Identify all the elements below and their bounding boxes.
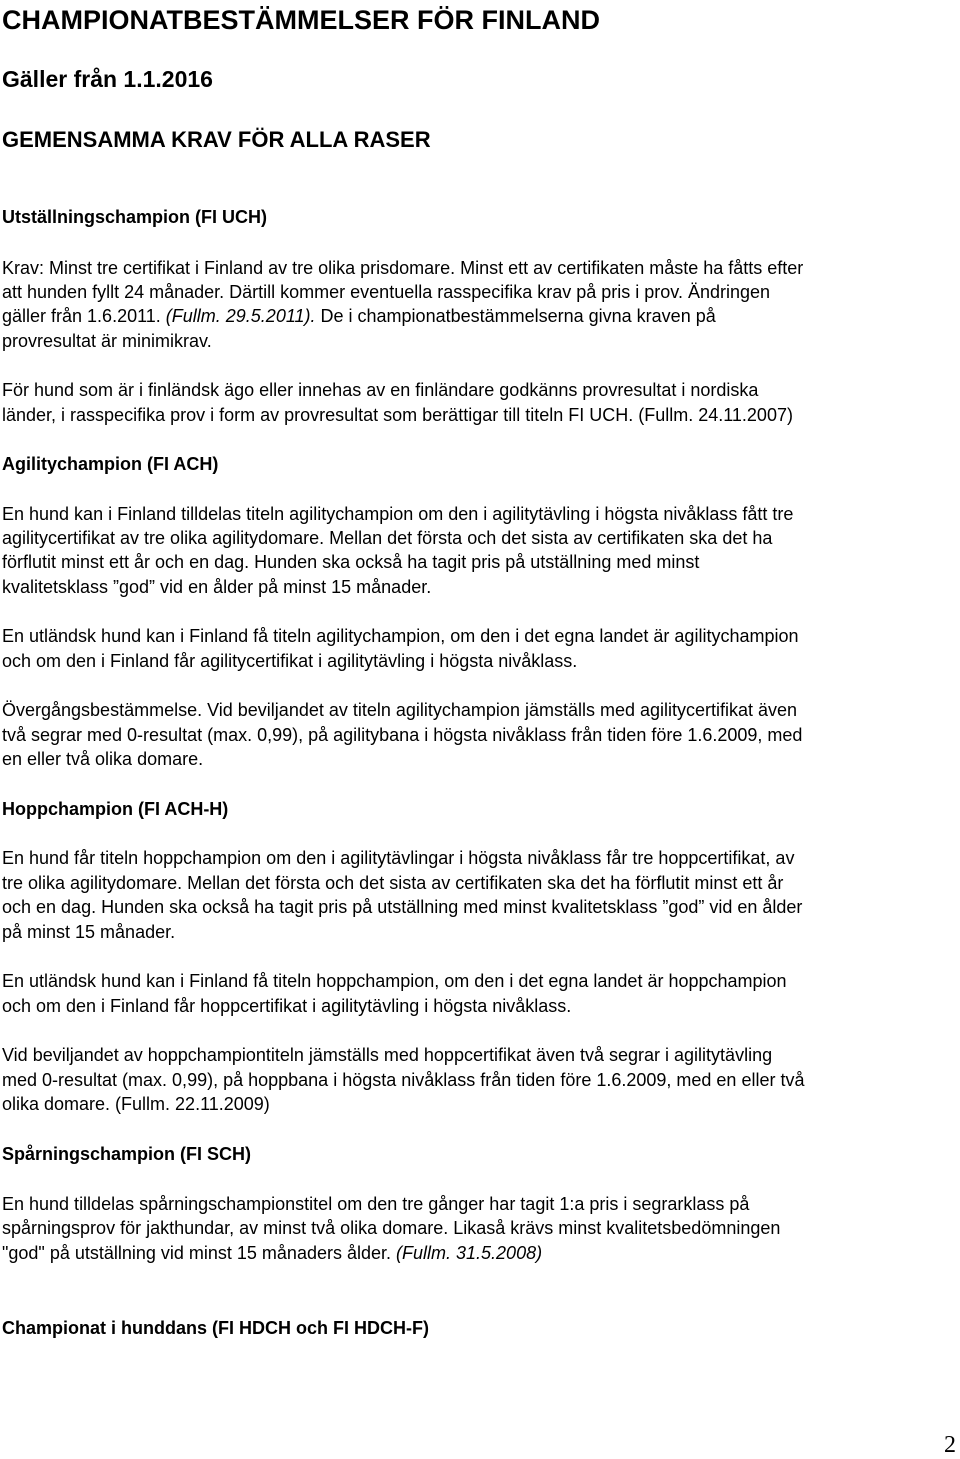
ach-h-p1-line: på minst 15 månader. — [2, 922, 176, 942]
hdch-heading: Championat i hunddans (FI HDCH och FI HDCH-F) — [2, 1318, 429, 1338]
uch-p1-text: De i championatbestämmelserna givna kraven på — [315, 306, 716, 326]
uch-p2-line: För hund som är i finländsk ägo eller innehas av en finländare godkänns provresultat i nordiska — [2, 380, 759, 400]
ach-heading: Agilitychampion (FI ACH) — [2, 454, 219, 474]
valid-from: Gäller från 1.1.2016 — [2, 66, 213, 92]
sch-p1-line: En hund tilldelas spårningschampionstitel om den tre gånger har tagit 1:a pris i segrarklass på — [2, 1194, 750, 1214]
ach-p3-line: Övergångsbestämmelse. Vid beviljandet av titeln agilitychampion jämställs med agilitycertifikat även — [2, 700, 798, 720]
page-number: 2 — [944, 1432, 956, 1458]
ach-h-p3-line: med 0-resultat (max. 0,99), på hoppbana i högsta nivåklass från tiden före 1.6.2009, med en eller två — [2, 1070, 805, 1090]
ach-h-p3-line: olika domare. (Fullm. 22.11.2009) — [2, 1094, 270, 1114]
common-requirements-heading: GEMENSAMMA KRAV FÖR ALLA RASER — [2, 127, 431, 152]
uch-p1-text: gäller från 1.6.2011. — [2, 306, 166, 326]
ach-h-p2-line: och om den i Finland får hoppcertifikat i agilitytävling i högsta nivåklass. — [2, 996, 572, 1016]
ach-h-p1-line: och en dag. Hunden ska också ha tagit pris på utställning med minst kvalitetsklass ”god” vid en ålder — [2, 897, 803, 917]
ach-h-p1-line: tre olika agilitydomare. Mellan det första och det sista av certifikaten ska det ha förflutit minst ett år — [2, 873, 784, 893]
uch-p2-line: länder, i rasspecifika prov i form av provresultat som berättigar till titeln FI UCH. (Fullm. 24.11.2007) — [2, 405, 793, 425]
ach-p1-line: agilitycertifikat av tre olika agilitydomare. Mellan det första och det sista av certifikaten ska det ha — [2, 528, 773, 548]
uch-p1-line: provresultat är minimikrav. — [2, 331, 212, 351]
document-title: CHAMPIONATBESTÄMMELSER FÖR FINLAND — [2, 5, 600, 35]
ach-p3-line: två segrar med 0-resultat (max. 0,99), på agilitybana i högsta nivåklass från tiden före 1.6.2009, med — [2, 725, 803, 745]
ach-h-p3-line: Vid beviljandet av hoppchampiontiteln jämställs med hoppcertifikat även två segrar i agilitytävling — [2, 1045, 773, 1065]
uch-p1-line: Krav: Minst tre certifikat i Finland av tre olika prisdomare. Minst ett av certifikaten måste ha fåtts efter — [2, 258, 804, 278]
uch-heading: Utställningschampion (FI UCH) — [2, 207, 267, 227]
uch-p1-line: att hunden fyllt 24 månader. Därtill kommer eventuella rasspecifika krav på pris i prov. Ändringen — [2, 282, 771, 302]
ach-h-p1-line: En hund får titeln hoppchampion om den i agilitytävlingar i högsta nivåklass får tre hoppcertifikat, av — [2, 848, 795, 868]
ach-h-p2-line: En utländsk hund kan i Finland få titeln hoppchampion, om den i det egna landet är hoppchampion — [2, 971, 787, 991]
sch-heading: Spårningschampion (FI SCH) — [2, 1144, 252, 1164]
ach-p1-line: kvalitetsklass ”god” vid en ålder på minst 15 månader. — [2, 577, 432, 597]
sch-p1-line: spårningsprov för jakthundar, av minst två olika domare. Likaså krävs minst kvalitetsbedömningen — [2, 1218, 781, 1238]
ach-p3-line: en eller två olika domare. — [2, 749, 204, 769]
ach-h-heading: Hoppchampion (FI ACH-H) — [2, 799, 229, 819]
ach-p2-line: och om den i Finland får agilitycertifikat i agilitytävling i högsta nivåklass. — [2, 651, 578, 671]
uch-p1-reference: (Fullm. 29.5.2011). — [165, 306, 316, 326]
ach-p1-line: En hund kan i Finland tilldelas titeln agilitychampion om den i agilitytävling i högsta nivåklass fått tre — [2, 504, 794, 524]
sch-p1-reference: (Fullm. 31.5.2008) — [396, 1243, 543, 1263]
sch-p1-text: "god" på utställning vid minst 15 månaders ålder. — [2, 1243, 397, 1263]
ach-p2-line: En utländsk hund kan i Finland få titeln agilitychampion, om den i det egna landet är agilitychampion — [2, 626, 799, 646]
sch-p1-line — [2, 1241, 542, 1265]
ach-p1-line: förflutit minst ett år och en dag. Hunden ska också ha tagit pris på utställning med minst — [2, 552, 700, 572]
uch-p1-line — [2, 304, 716, 328]
